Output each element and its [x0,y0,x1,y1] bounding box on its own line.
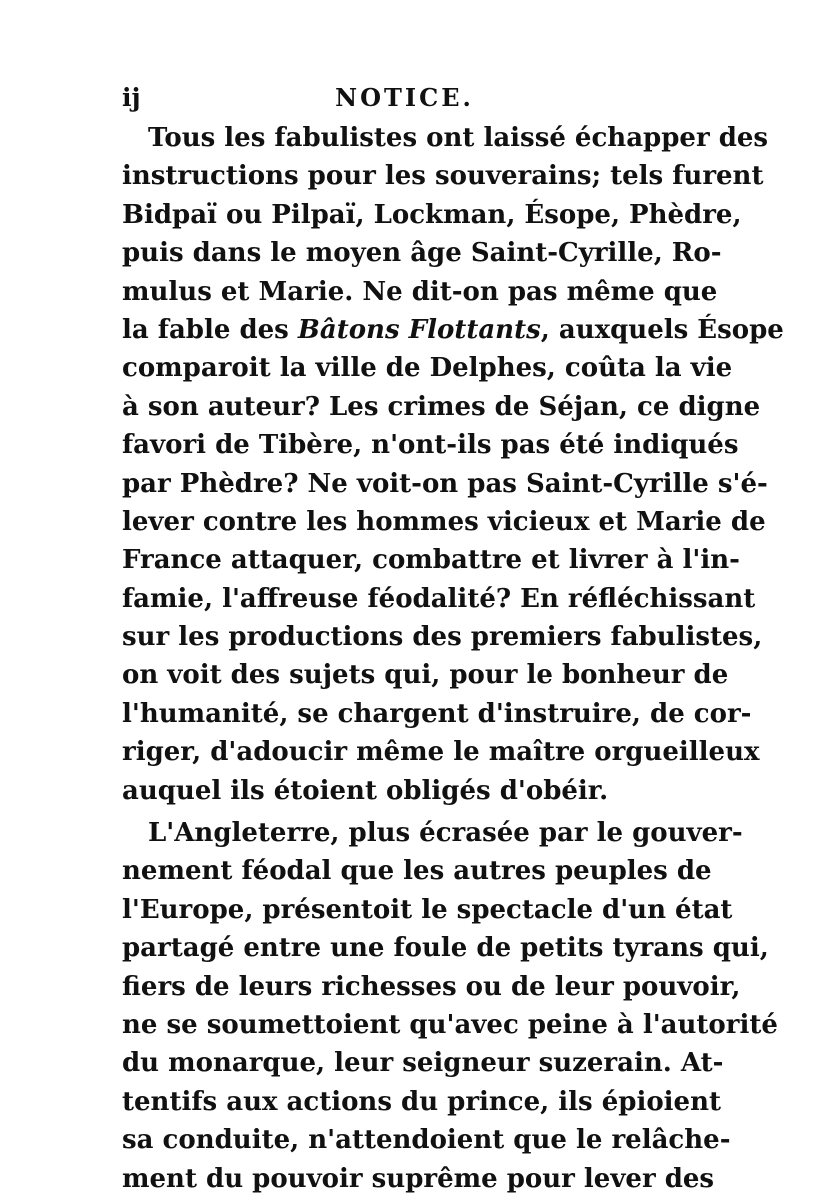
paragraph-2 [122,814,778,1198]
text-segment: la fable des [122,314,298,345]
text-line: fiers de leurs richesses ou de leur pouvoir, [122,971,741,1002]
italic-title: Bâtons Flottants [297,314,541,345]
text-line: comparoit la ville de Delphes, coûta la vie [122,353,733,384]
text-line: riger, d'adoucir même le maître orgueilleux [122,737,760,768]
text-line: l'Europe, présentoit le spectacle d'un état [122,894,733,925]
text-line [122,311,784,349]
paragraph-1 [122,119,784,810]
text-line: sa conduite, n'attendoient que le relâche- [122,1125,731,1156]
text-line: ment du pouvoir suprême pour lever des [122,1163,715,1194]
text-line: mulus et Marie. Ne dit-on pas même que [122,276,718,307]
text-line: partagé entre une foule de petits tyrans qui, [122,933,769,964]
running-title: NOTICE. [335,83,474,112]
text-line: nement féodal que les autres peuples de [122,856,712,887]
text-line: ne se soumettoient qu'avec peine à l'autorité [122,1009,778,1040]
text-line: l'humanité, se chargent d'instruire, de cor- [122,698,752,729]
page-folio: ij [122,83,141,112]
text-line: France attaquer, combattre et livrer à l'in- [122,545,740,576]
text-line: Bidpaï ou Pilpaï, Lockman, Ésope, Phèdre, [122,199,742,230]
text-line: favori de Tibère, n'ont-ils pas été indiqués [122,430,739,461]
text-line: puis dans le moyen âge Saint-Cyrille, Ro- [122,238,722,269]
text-line: instructions pour les souverains; tels furent [122,161,764,192]
text-line: Tous les fabulistes ont laissé échapper des [148,123,769,153]
running-head [122,78,687,118]
text-line: sur les productions des premiers fabulistes, [122,622,763,653]
text-line: auquel ils étoient obligés d'obéir. [122,775,609,806]
text-segment: , auxquels Ésope [540,314,784,345]
text-line: tentifs aux actions du prince, ils épioient [122,1086,722,1117]
text-line: L'Angleterre, plus écrasée par le gouver- [148,818,743,849]
text-line: famie, l'affreuse féodalité? En réfléchissant [122,583,756,614]
text-line: par Phèdre? Ne voit-on pas Saint-Cyrille s'é- [122,468,768,499]
text-line: lever contre les hommes vicieux et Marie de [122,506,766,537]
text-line: à son auteur? Les crimes de Séjan, ce digne [122,391,761,422]
text-line: on voit des sujets qui, pour le bonheur de [122,660,729,691]
text-line: du monarque, leur seigneur suzerain. At- [122,1048,724,1079]
body-text [122,119,784,1198]
